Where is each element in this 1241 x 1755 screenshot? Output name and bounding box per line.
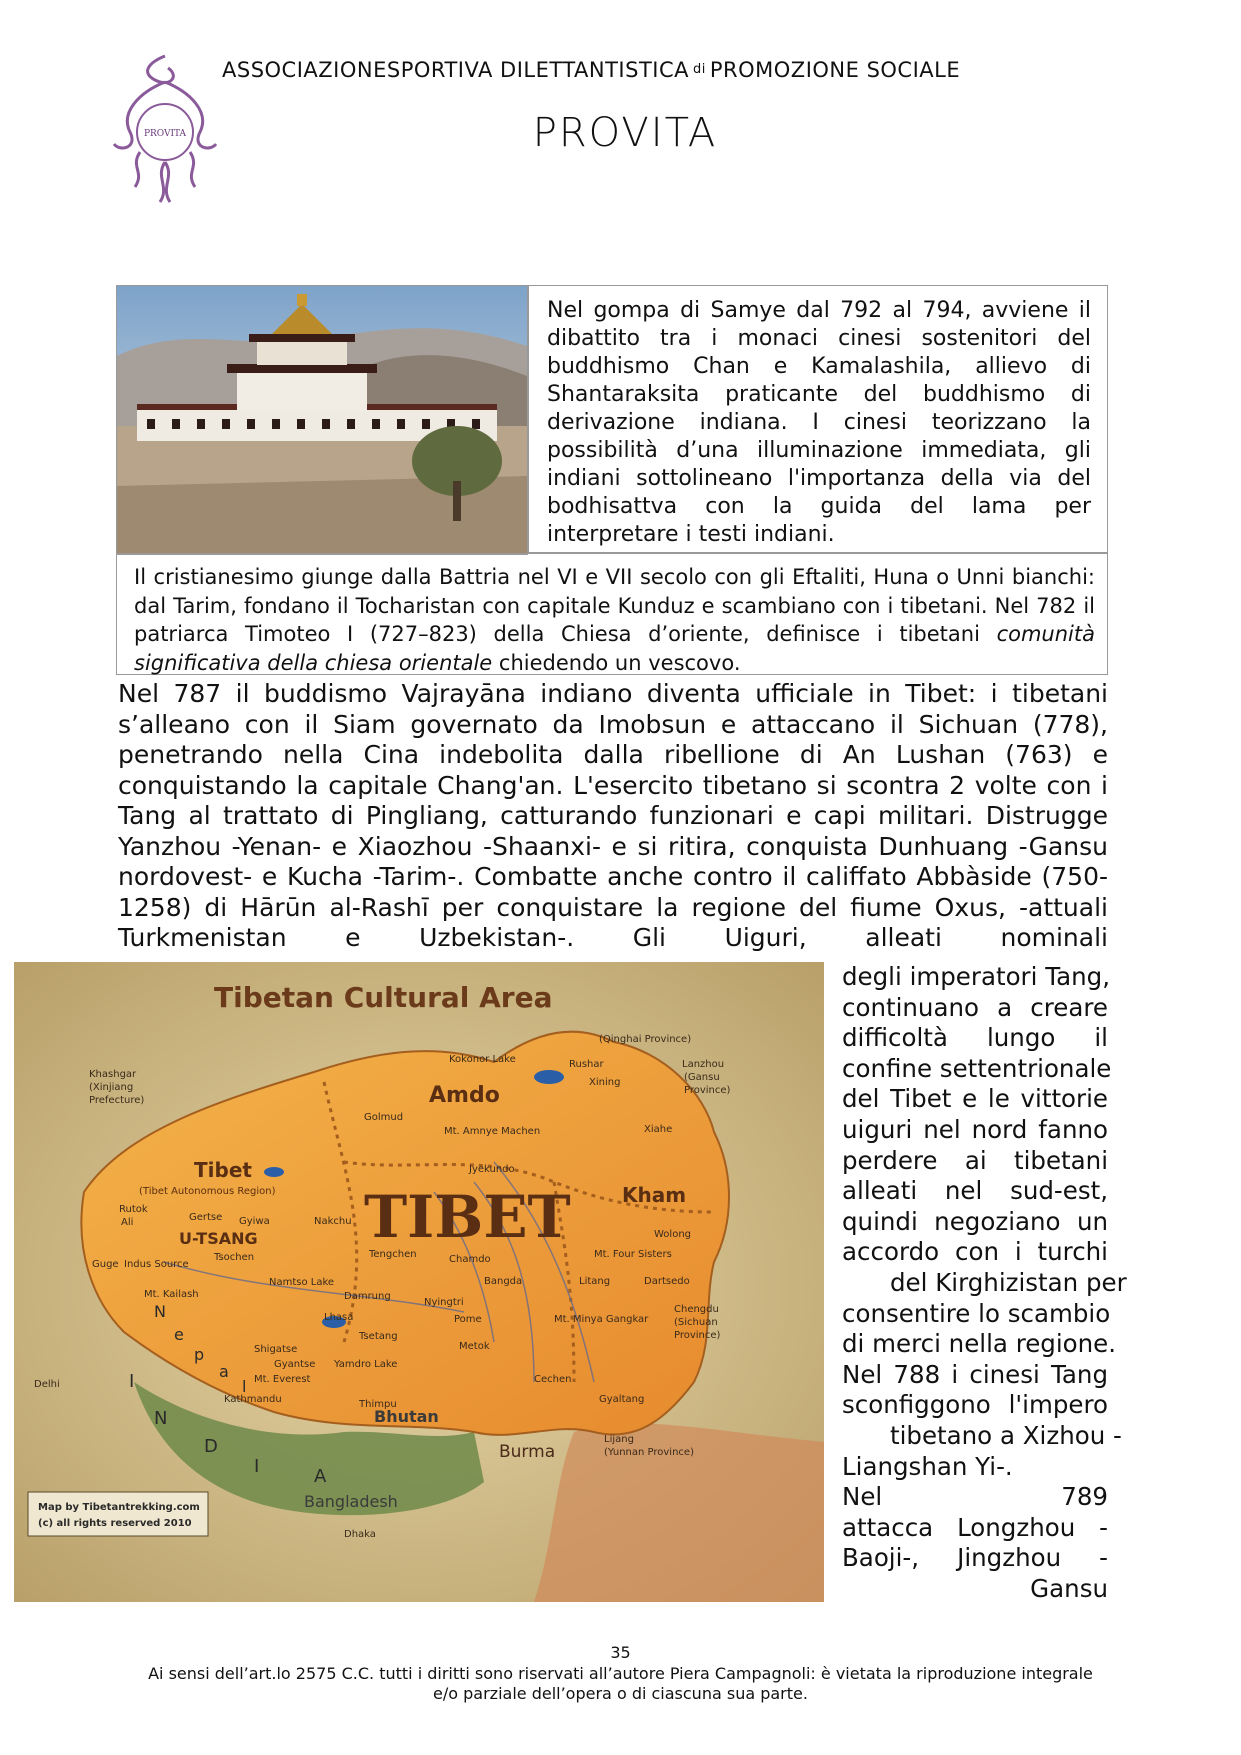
svg-text:(Sichuan: (Sichuan [674, 1317, 718, 1328]
side-line: Liangshan Yi-. [842, 1451, 1013, 1481]
svg-text:Burma: Burma [499, 1442, 556, 1462]
svg-text:(c) all rights reserved 2010: (c) all rights reserved 2010 [38, 1518, 192, 1529]
svg-text:Map by Tibetantrekking.com: Map by Tibetantrekking.com [38, 1502, 200, 1513]
footer-line: Ai sensi dell’art.lo 2575 C.C. tutti i diritti sono riservati all’autore Piera Campagnoli: è vietata la riproduzione integrale [148, 1664, 1093, 1683]
svg-text:(Gansu: (Gansu [684, 1072, 720, 1083]
svg-text:Kham: Kham [622, 1183, 687, 1207]
svg-text:U-TSANG: U-TSANG [179, 1229, 258, 1248]
svg-text:Metok: Metok [459, 1341, 490, 1352]
svg-text:N: N [154, 1302, 166, 1321]
svg-text:Lhasa: Lhasa [324, 1312, 354, 1323]
svg-text:(Tibet Autonomous Region): (Tibet Autonomous Region) [139, 1186, 276, 1197]
svg-text:Tibetan Cultural Area: Tibetan Cultural Area [214, 981, 553, 1014]
side-line: continuano a creare [842, 992, 1108, 1022]
svg-text:Prefecture): Prefecture) [89, 1095, 145, 1106]
side-line: del Kirghizistan per [890, 1267, 1127, 1297]
svg-text:Gertse: Gertse [189, 1212, 223, 1223]
svg-text:PROVITA: PROVITA [143, 129, 187, 139]
svg-text:Shigatse: Shigatse [254, 1344, 298, 1355]
svg-text:Amdo: Amdo [429, 1083, 500, 1108]
svg-text:Bangda: Bangda [484, 1276, 523, 1287]
svg-text:Mt. Kailash: Mt. Kailash [144, 1289, 199, 1300]
side-line: quindi negoziano un [842, 1206, 1108, 1236]
svg-text:Province): Province) [684, 1085, 731, 1096]
svg-text:Tibet: Tibet [194, 1158, 252, 1182]
svg-text:Yamdro Lake: Yamdro Lake [334, 1359, 398, 1370]
side-line: uiguri nel nord fanno [842, 1114, 1108, 1144]
side-line: accordo con i turchi [842, 1237, 1108, 1267]
side-line: tibetano a Xizhou - [890, 1420, 1122, 1450]
svg-text:Lanzhou: Lanzhou [682, 1059, 725, 1070]
svg-text:Dhaka: Dhaka [344, 1529, 376, 1540]
svg-text:Mt. Four Sisters: Mt. Four Sisters [594, 1249, 672, 1260]
svg-text:Chengdu: Chengdu [674, 1304, 719, 1315]
svg-text:A: A [314, 1466, 327, 1487]
svg-text:(Xinjiang: (Xinjiang [89, 1082, 134, 1093]
svg-text:Tengchen: Tengchen [369, 1249, 417, 1260]
svg-text:e: e [174, 1325, 184, 1344]
side-line: di merci nella regione. [842, 1329, 1117, 1359]
samye-debate-text: Nel gompa di Samye dal 792 al 794, avviene il dibattito tra i monaci cinesi sostenitori del buddhismo Chan e Kamalashila, allievo di Shantaraksita praticante del buddhismo di derivazione indiana. I cinesi teorizzano la possibilità d’una illuminazione immediata, gli indiani sottolineano l'importanza della via del bodhisattva con la guida del lama per interpretare i testi indiani. [528, 285, 1108, 553]
svg-text:I: I [254, 1456, 260, 1477]
svg-text:Thimpu: Thimpu [359, 1399, 397, 1410]
svg-text:Litang: Litang [579, 1276, 611, 1287]
association-logo [110, 52, 220, 212]
svg-text:(Qinghai Province): (Qinghai Province) [599, 1034, 692, 1045]
svg-text:D: D [204, 1436, 218, 1457]
svg-text:Wolong: Wolong [654, 1229, 692, 1240]
svg-text:Nakchu: Nakchu [314, 1216, 352, 1227]
svg-text:Namtso Lake: Namtso Lake [269, 1277, 335, 1288]
svg-text:Guge: Guge [92, 1259, 119, 1270]
svg-text:Gyantse: Gyantse [274, 1359, 316, 1370]
svg-text:(Yunnan Province): (Yunnan Province) [604, 1447, 694, 1458]
svg-text:Tsochen: Tsochen [214, 1252, 255, 1263]
svg-text:Mt. Everest: Mt. Everest [254, 1374, 311, 1385]
main-paragraph-text: Nel 787 il buddismo Vajrayāna indiano diventa ufficiale in Tibet: i tibetani s’alleano con il Siam governato da Imobsun e attaccano il Sichuan (778), penetrando nella Cina indebolita dalla ribellione di An Lushan (763) e conquistando la capitale Chang'an. L'esercito tibetano si scontra 2 volte con i Tang al trattato di Pingliang, catturando funzionari e capi militari. Distrugge Yanzhou -Yenan- e Xiaozhou -Shaanxi- e si ritira, conquista Dunhuang -Gansu nordovest- e Kucha -Tarim-. Combatte anche contro il califfato Abbàside (750-1258) di Hārūn al-Rashī per conquistare la regione del fiume Oxus, -attuali Turkmenistan e Uzbekistan-. Gli Uiguri, alleati nominali [118, 679, 1108, 952]
side-line: degli imperatori Tang, [842, 962, 1111, 991]
svg-text:I: I [129, 1371, 135, 1392]
side-line: difficoltà lungo il [842, 1023, 1108, 1053]
svg-text:Damrung: Damrung [344, 1291, 391, 1302]
svg-text:p: p [194, 1345, 205, 1364]
svg-text:Province): Province) [674, 1330, 721, 1341]
association-name: ASSOCIAZIONESPORTIVA DILETTANTISTICA di PROMOZIONE SOCIALE [222, 58, 961, 82]
side-line: sconfiggono l'impero [842, 1390, 1108, 1420]
side-line: del Tibet e le vittorie [842, 1084, 1108, 1114]
samye-monastery-photo [116, 285, 528, 555]
svg-text:N: N [154, 1408, 168, 1429]
svg-text:Rutok: Rutok [119, 1204, 148, 1215]
svg-text:Gyaltang: Gyaltang [599, 1394, 645, 1405]
svg-text:Khashgar: Khashgar [89, 1069, 137, 1080]
side-line: alleati nel sud-est, [842, 1176, 1108, 1206]
svg-text:Delhi: Delhi [34, 1379, 60, 1390]
svg-text:l: l [242, 1377, 247, 1396]
svg-text:Mt. Amnye Machen: Mt. Amnye Machen [444, 1126, 541, 1137]
svg-text:Nyingtri: Nyingtri [424, 1297, 464, 1308]
svg-text:Tsetang: Tsetang [359, 1331, 398, 1342]
svg-text:Chamdo: Chamdo [449, 1254, 491, 1265]
side-line: Gansu [1030, 1573, 1108, 1603]
svg-text:Xining: Xining [589, 1077, 621, 1088]
svg-text:Bhutan: Bhutan [374, 1407, 439, 1426]
main-paragraph [118, 679, 1108, 954]
side-line: confine settentrionale [842, 1053, 1112, 1083]
svg-text:Jyekundo: Jyekundo [469, 1164, 515, 1175]
svg-text:Kathmandu: Kathmandu [224, 1394, 282, 1405]
side-line: Nel 789 [842, 1482, 1108, 1512]
christianity-text-box: Il cristianesimo giunge dalla Battria nel VI e VII secolo con gli Eftaliti, Huna o Unni bianchi: dal Tarim, fondano il Tocharistan con capitale Kunduz e scambiano con i tibetani. Nel 782 il patriarca Timoteo I (727–823) della Chiesa d’oriente, definisce i tibetani comunità significativa della chiesa orientale chiedendo un vescovo. [116, 553, 1108, 675]
tibetan-cultural-area-map [14, 962, 824, 1602]
svg-text:Xiahe: Xiahe [644, 1124, 673, 1135]
svg-text:TIBET: TIBET [364, 1183, 571, 1251]
svg-text:Kokonor Lake: Kokonor Lake [449, 1054, 516, 1065]
svg-text:Indus Source: Indus Source [124, 1259, 189, 1270]
side-line: consentire lo scambio [842, 1298, 1111, 1328]
svg-text:Ali: Ali [121, 1217, 134, 1228]
svg-text:Gyiwa: Gyiwa [239, 1216, 270, 1227]
side-line: Baoji-, Jingzhou - [842, 1543, 1108, 1573]
side-line: attacca Longzhou - [842, 1512, 1108, 1542]
svg-text:Golmud: Golmud [364, 1112, 404, 1123]
svg-text:Dartsedo: Dartsedo [644, 1276, 690, 1287]
side-column-text [842, 962, 1127, 1604]
svg-text:Lijang: Lijang [604, 1434, 634, 1445]
page-number: 35 [610, 1643, 631, 1662]
footer-line: e/o parziale dell’opera o di ciascuna sua parte. [433, 1684, 808, 1703]
svg-text:Mt. Minya Gangkar: Mt. Minya Gangkar [554, 1314, 649, 1325]
copyright-footer [100, 1664, 1141, 1704]
svg-text:a: a [219, 1362, 229, 1381]
svg-text:Bangladesh: Bangladesh [304, 1492, 398, 1511]
side-line: perdere ai tibetani [842, 1145, 1108, 1175]
svg-text:Cechen: Cechen [534, 1374, 572, 1385]
page-title: PROVITA [532, 110, 718, 156]
svg-text:Rushar: Rushar [569, 1059, 604, 1070]
svg-text:Pome: Pome [454, 1314, 482, 1325]
side-line: Nel 788 i cinesi Tang [842, 1359, 1108, 1389]
